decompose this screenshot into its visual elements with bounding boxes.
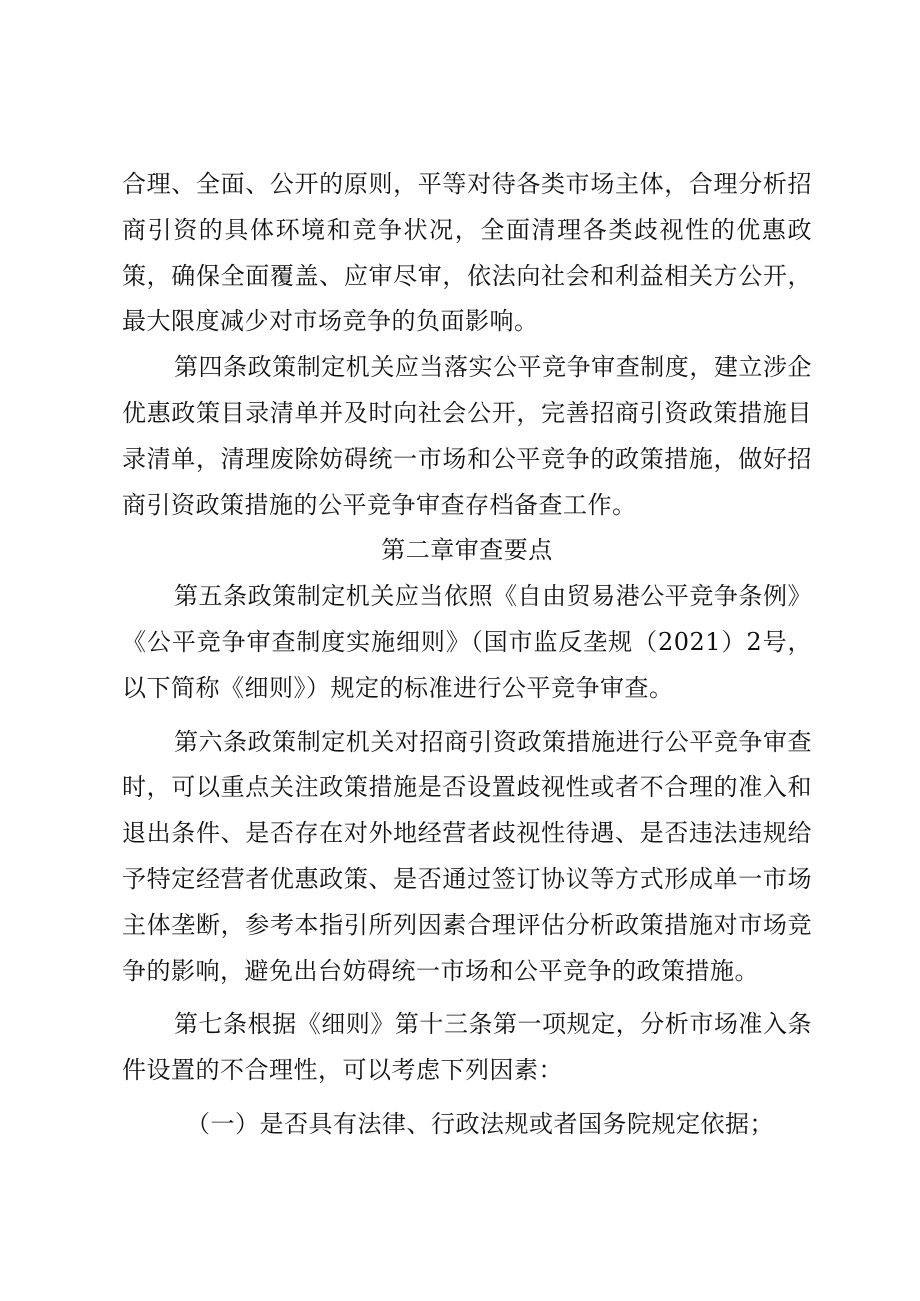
- paragraph-article-7: 第七条根据《细则》第十三条第一项规定，分析市场准入条件设置的不合理性，可以考虑下列因素：: [122, 1010, 812, 1085]
- chapter-heading: 第二章审查要点: [381, 536, 553, 565]
- paragraph-continued-principles: 合理、全面、公开的原则，平等对待各类市场主体，合理分析招商引资的具体环境和竞争状况，全面清理各类歧视性的优惠政策，确保全面覆盖、应审尽审，依法向社会和利益相关方公开，最大限度减少对市场竞争的负面影响。: [122, 170, 812, 336]
- document-body: [122, 162, 812, 1148]
- paragraph-article-5: 第五条政策制定机关应当依照《自由贸易港公平竞争条例》《公平竞争审查制度实施细则》（国市监反垄规（2021）2号，以下简称《细则》）规定的标准进行公平竞争审查。: [122, 582, 812, 702]
- list-item-legal-basis: （一）是否具有法律、行政法规或者国务院规定依据；: [186, 1109, 774, 1138]
- paragraph-article-4: 第四条政策制定机关应当落实公平竞争审查制度，建立涉企优惠政策目录清单并及时向社会公开，完善招商引资政策措施目录清单，清理废除妨碍统一市场和公平竞争的政策措施，做好招商引资政策措施的公平竞争审查存档备查工作。: [122, 353, 812, 519]
- paragraph-article-6: 第六条政策制定机关对招商引资政策措施进行公平竞争审查时，可以重点关注政策措施是否设置歧视性或者不合理的准入和退出条件、是否存在对外地经营者歧视性待遇、是否违法违规给予特定经营者优惠政策、是否通过签订协议等方式形成单一市场主体垄断，参考本指引所列因素合理评估分析政策措施对市场竞争的影响，避免出台妨碍统一市场和公平竞争的政策措施。: [122, 727, 812, 985]
